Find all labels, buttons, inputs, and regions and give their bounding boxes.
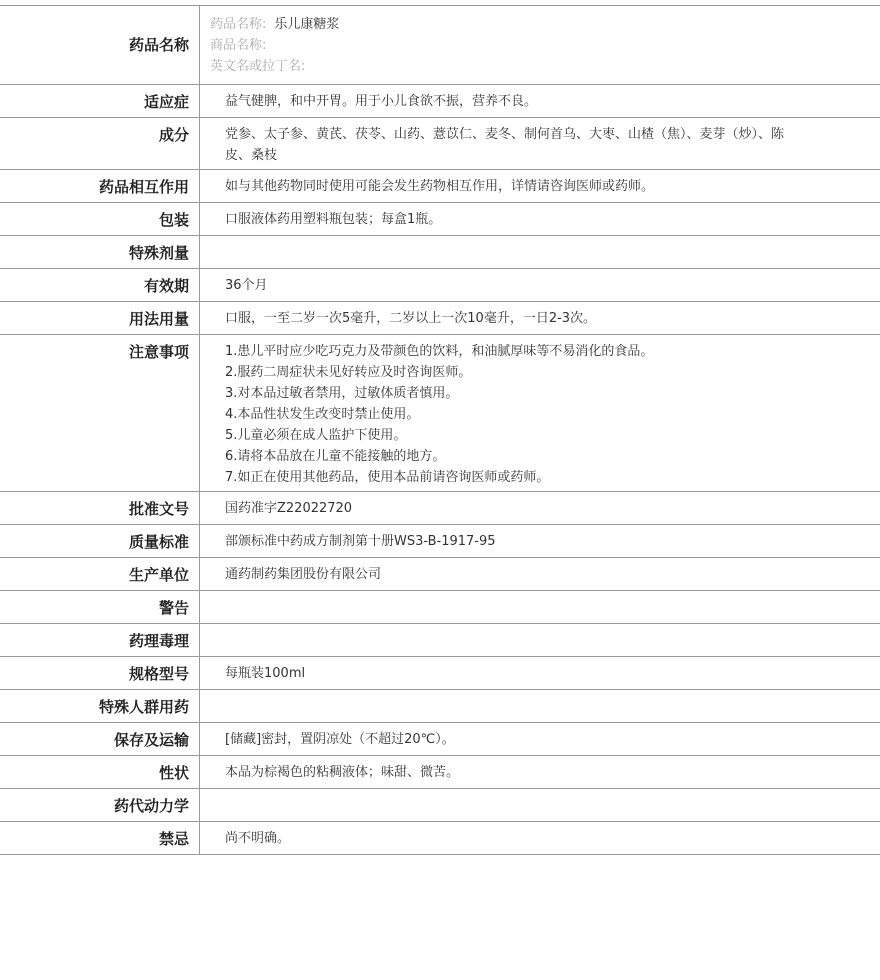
row-value [200,624,880,656]
row-value [200,690,880,722]
row-warning [0,590,880,623]
row-quality-standard [0,524,880,557]
row-value: 本品为棕褐色的粘稠液体；味甜、微苦。 [225,765,460,780]
row-approval [0,491,880,524]
english-name-label: 英文名或拉丁名: [210,59,306,74]
drug-name-value: 乐儿康糖浆 [274,17,340,32]
row-value: 口服液体药用塑料瓶包装；每盒1瓶。 [225,212,442,227]
precaution-item: 3.对本品过敏者禁用，过敏体质者慎用。 [225,386,459,401]
row-indications [0,84,880,117]
row-label: 特殊人群用药 [0,690,200,722]
row-label: 禁忌 [0,822,200,854]
row-value: 每瓶装100ml [225,666,306,681]
row-value: 党参、太子参、黄芪、茯苓、山药、薏苡仁、麦冬、制何首乌、大枣、山楂（焦）、麦芽（炒）、陈皮、桑枝 [225,127,785,163]
row-value [200,591,880,623]
english-name-line [210,56,880,77]
precaution-item: 4.本品性状发生改变时禁止使用。 [225,407,420,422]
row-appearance [0,755,880,788]
row-label: 性状 [0,756,200,788]
precaution-item: 2.服药二周症状未见好转应及时咨询医师。 [225,365,472,380]
row-label: 适应症 [0,85,200,117]
row-usage [0,301,880,334]
precaution-item: 1.患儿平时应少吃巧克力及带颜色的饮料，和油腻厚味等不易消化的食品。 [225,344,654,359]
precautions-list [200,335,880,491]
row-interactions [0,169,880,202]
row-label: 生产单位 [0,558,200,590]
row-shelf-life [0,268,880,301]
precaution-item: 6.请将本品放在儿童不能接触的地方。 [225,449,446,464]
row-label: 特殊剂量 [0,236,200,268]
precaution-item: 5.儿童必须在成人监护下使用。 [225,428,407,443]
row-value: 尚不明确。 [225,831,291,846]
row-drug-name [0,5,880,84]
row-manufacturer [0,557,880,590]
row-label: 包装 [0,203,200,235]
row-storage [0,722,880,755]
trade-name-label: 商品名称: [210,38,267,53]
row-label: 警告 [0,591,200,623]
row-value: 36个月 [225,278,268,293]
row-label: 保存及运输 [0,723,200,755]
row-value [200,789,880,821]
row-label: 规格型号 [0,657,200,689]
precaution-item: 7.如正在使用其他药品，使用本品前请咨询医师或药师。 [225,470,550,485]
row-label: 质量标准 [0,525,200,557]
row-label: 成分 [0,118,200,169]
row-special-dosage [0,235,880,268]
row-value: 益气健脾，和中开胃。用于小儿食欲不振，营养不良。 [225,94,538,109]
row-pharmacology [0,623,880,656]
row-special-groups [0,689,880,722]
drug-name-label: 药品名称: [210,17,267,32]
row-value: 部颁标准中药成方制剂第十册WS3-B-1917-95 [225,534,496,549]
row-label: 注意事项 [0,335,200,491]
row-precautions [0,334,880,491]
row-label: 有效期 [0,269,200,301]
row-value: [储藏]密封，置阴凉处（不超过20℃）。 [225,732,455,747]
row-label: 药理毒理 [0,624,200,656]
row-value: 口服，一至二岁一次5毫升，二岁以上一次10毫升，一日2-3次。 [225,311,597,326]
row-value: 如与其他药物同时使用可能会发生药物相互作用，详情请咨询医师或药师。 [225,179,655,194]
row-contraindications [0,821,880,855]
row-value: 通药制药集团股份有限公司 [225,567,382,582]
row-label: 药品相互作用 [0,170,200,202]
trade-name-line [210,35,880,56]
row-specification [0,656,880,689]
row-ingredients [0,117,880,169]
row-label: 批准文号 [0,492,200,524]
drug-name-line [210,14,880,35]
row-value: 国药准字Z22022720 [225,501,353,516]
row-label: 用法用量 [0,302,200,334]
row-label: 药代动力学 [0,789,200,821]
drug-info-table [0,5,880,855]
row-value [200,236,880,268]
drug-name-block [200,6,880,84]
row-pharmacokinetics [0,788,880,821]
row-label: 药品名称 [0,6,200,84]
row-packaging [0,202,880,235]
